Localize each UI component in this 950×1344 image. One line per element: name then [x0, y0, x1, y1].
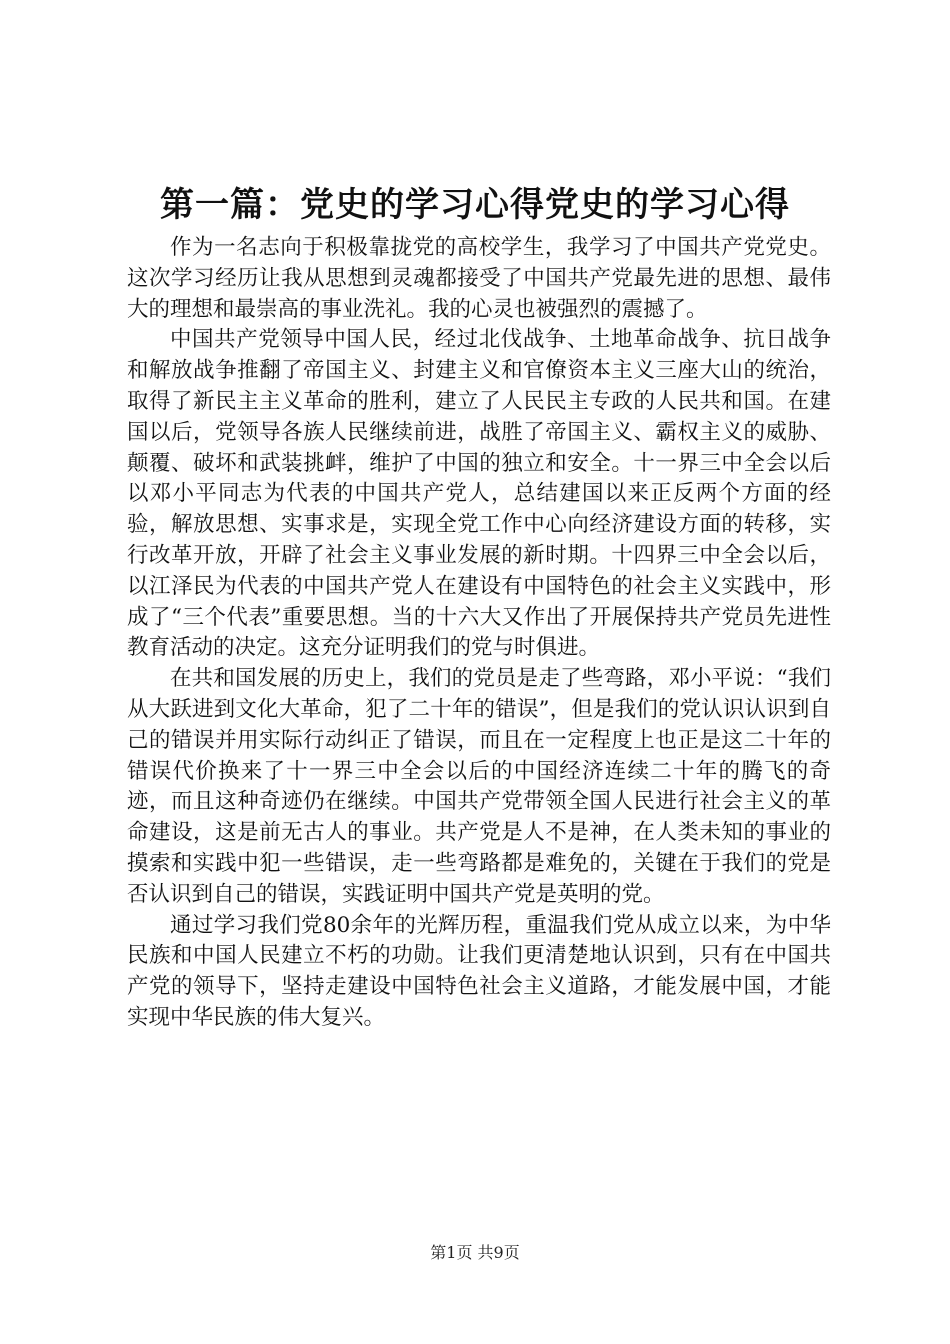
page-number-footer: 第1页 共9页	[430, 1243, 520, 1262]
paragraph-1: 作为一名志向于积极靠拢党的高校学生，我学习了中国共产党党史。这次学习经历让我从思想到灵魂都接受了中国共产党最先进的思想、最伟大的理想和最崇高的事业洗礼。我的心灵也被强烈的震撼了。	[127, 235, 831, 322]
paragraph-4: 通过学习我们党80余年的光辉历程，重温我们党从成立以来，为中华民族和中国人民建立不朽的功勋。让我们更清楚地认识到，只有在中国共产党的领导下，坚持走建设中国特色社会主义道路，才能发展中国，才能实现中华民族的伟大复兴。	[127, 912, 831, 1030]
document-title: 第一篇：党史的学习心得党史的学习心得	[160, 185, 790, 225]
paragraph-3: 在共和国发展的历史上，我们的党员是走了些弯路，邓小平说：“我们从大跃进到文化大革命，犯了二十年的错误”，但是我们的党认识认识到自己的错误并用实际行动纠正了错误，而且在一定程度上也正是这二十年的错误代价换来了十一界三中全会以后的中国经济连续二十年的腾飞的奇迹，而且这种奇迹仍在继续。中国共产党带领全国人民进行社会主义的革命建设，这是前无古人的事业。共产党是人不是神，在人类未知的事业的摸索和实践中犯一些错误，走一些弯路都是难免的，关键在于我们的党是否认识到自己的错误，实践证明中国共产党是英明的党。	[127, 666, 831, 907]
paragraph-2: 中国共产党领导中国人民，经过北伐战争、土地革命战争、抗日战争和解放战争推翻了帝国主义、封建主义和官僚资本主义三座大山的统治，取得了新民主主义革命的胜利，建立了人民民主专政的人民共和国。在建国以后，党领导各族人民继续前进，战胜了帝国主义、霸权主义的威胁、颠覆、破坏和武装挑衅，维护了中国的独立和安全。十一界三中全会以后以邓小平同志为代表的中国共产党人，总结建国以来正反两个方面的经验，解放思想、实事求是，实现全党工作中心向经济建设方面的转移，实行改革开放，开辟了社会主义事业发展的新时期。十四界三中全会以后，以江泽民为代表的中国共产党人在建设有中国特色的社会主义实践中，形成了“三个代表”重要思想。当的十六大又作出了开展保持共产党员先进性教育活动的决定。这充分证明我们的党与时俱进。	[127, 327, 831, 661]
document-body	[127, 233, 831, 1034]
